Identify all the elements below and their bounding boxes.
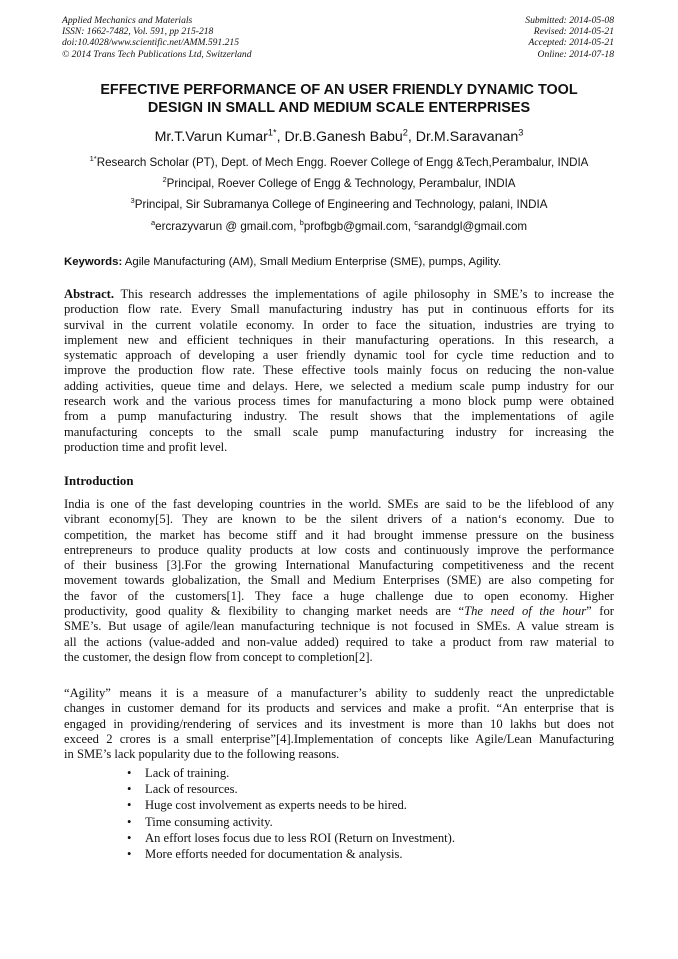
abstract xyxy=(64,287,614,455)
list-item: • Time consuming activity. xyxy=(127,814,273,829)
paragraph-line: changes in customer demand for its products and services and make a profit. “An enterprise that is xyxy=(64,701,614,716)
abstract-line: production flow rate. Every Small manufacturing industry has put in continuous efforts for its xyxy=(64,302,614,317)
email-b-marker: b xyxy=(299,218,304,228)
email-a-marker: a xyxy=(150,218,156,228)
bullet-icon: • xyxy=(127,814,132,829)
email-c-marker: c xyxy=(414,218,418,228)
author-3: , Dr.M.Saravanan xyxy=(407,129,519,145)
list-item: • An effort loses focus due to less ROI (Return on Investment). xyxy=(127,830,456,845)
bullet-icon: • xyxy=(127,847,132,862)
keywords-text: Agile Manufacturing (AM), Small Medium Enterprise (SME), pumps, Agility. xyxy=(122,256,502,268)
author-3-marker: 3 xyxy=(518,127,524,138)
author-emails xyxy=(30,220,648,234)
author-1-marker: 1* xyxy=(267,127,277,138)
paragraph-line: of their business [3].For the growing International Manufacturing competitiveness and the recent xyxy=(64,558,614,573)
revised-date: Revised: 2014-05-21 xyxy=(533,26,614,38)
email-c: sarandgl@gmail.com xyxy=(417,220,528,233)
copyright-line: © 2014 Trans Tech Publications Ltd, Switzerland xyxy=(62,48,252,60)
email-a: ercrazyvarun @ gmail.com, xyxy=(155,220,300,233)
doi-line: doi:10.4028/www.scientific.net/AMM.591.215 xyxy=(62,37,240,49)
submitted-date: Submitted: 2014-05-08 xyxy=(525,15,614,26)
abstract-label: Abstract. xyxy=(64,287,115,301)
keywords-label: Keywords: xyxy=(64,256,123,268)
affiliation-3-text: Principal, Sir Subramanya College of Engineering and Technology, palani, INDIA xyxy=(134,198,548,211)
abstract-line: improve the production flow rate. These effective tools mainly focus on reducing the non-value xyxy=(64,363,614,378)
issn-line: ISSN: 1662-7482, Vol. 591, pp 215-218 xyxy=(62,26,214,38)
title-line-2: DESIGN IN SMALL AND MEDIUM SCALE ENTERPRISES xyxy=(147,99,531,116)
affiliation-1-text: Research Scholar (PT), Dept. of Mech Engg. Roever College of Engg &Tech,Perambalur, INDIA xyxy=(96,156,589,169)
paragraph-line: movement towards globalization, the Small and Medium Enterprises (SME) are also competing for xyxy=(64,573,614,588)
online-date: Online: 2014-07-18 xyxy=(537,48,614,60)
list-item: • More efforts needed for documentation & analysis. xyxy=(127,847,403,862)
paragraph-line: productivity, good quality & flexibility to changing market needs are “The need of the hour” for xyxy=(64,604,614,619)
affiliation-2-marker: 2 xyxy=(162,175,167,185)
keywords xyxy=(64,255,616,269)
paragraph-line: “Agility” means it is a measure of a manufacturer’s ability to suddenly react the unpredictable xyxy=(64,686,614,700)
author-2-marker: 2 xyxy=(402,127,408,138)
abstract-line: Abstract. This research addresses the implementations of agile philosophy in SME’s to increase the xyxy=(64,287,614,301)
paragraph-line: vibrant economy[5]. They are known to be the silent drivers of a nation‘s economy. Due to xyxy=(64,512,614,527)
paragraph-line: in SME’s lack popularity due to the following reasons. xyxy=(64,747,340,762)
paragraph-line: the customer, the design flow from concept to completion[2]. xyxy=(64,649,373,664)
emphasis-quote: The need of the hour xyxy=(464,604,587,619)
introduction-paragraph-1 xyxy=(64,497,614,665)
bullet-icon: • xyxy=(127,766,132,780)
list-item: • Lack of training. xyxy=(127,766,230,780)
paragraph-line: India is one of the fast developing countries in the world. SMEs are said to be the lifeblood of any xyxy=(64,497,614,511)
paragraph-line: all the actions (value-added and non-value added) required to take a product from raw material to xyxy=(64,634,614,649)
journal-info xyxy=(62,15,252,60)
reasons-list xyxy=(127,765,455,862)
bullet-icon: • xyxy=(127,782,132,797)
submission-dates xyxy=(525,15,614,60)
abstract-line: systematic approach of developing a user friendly dynamic tool for cycle time reduction and to xyxy=(64,348,614,363)
abstract-line: adding activities, queue time and delays. Here, we selected a medium scale pump industry for our xyxy=(64,378,614,393)
author-2: , Dr.B.Ganesh Babu xyxy=(276,129,403,145)
journal-name: Applied Mechanics and Materials xyxy=(62,15,193,26)
bullet-icon: • xyxy=(127,830,132,845)
introduction-paragraph-2 xyxy=(64,686,614,762)
paragraph-line: SME’s. But usage of agile/lean manufacturing technique is not focused in SMEs. A value stream is xyxy=(64,619,614,634)
paper-title xyxy=(40,82,638,117)
section-heading-introduction: Introduction xyxy=(64,474,134,488)
list-item: • Huge cost involvement as experts needs to be hired. xyxy=(127,798,407,813)
affiliation-1 xyxy=(30,156,648,170)
paragraph-line: exceed 2 crores is a small enterprise”[4].Implementation of concepts like Agile/Lean Manufacturing xyxy=(64,731,614,746)
paragraph-line: entrepreneurs to produce quality products at low costs and continuously improve the performance xyxy=(64,542,614,557)
affiliation-2-text: Principal, Roever College of Engg & Technology, Perambalur, INDIA xyxy=(166,177,516,190)
abstract-line: production time and profit level. xyxy=(64,439,228,454)
title-line-1: EFFECTIVE PERFORMANCE OF AN USER FRIENDLY DYNAMIC TOOL xyxy=(100,82,578,98)
paragraph-line: competition, the market has become stiff and it had brought immense pressure on the business xyxy=(64,527,614,542)
list-item: • Lack of resources. xyxy=(127,782,238,797)
email-b: profbgb@gmail.com, xyxy=(303,220,415,233)
accepted-date: Accepted: 2014-05-21 xyxy=(528,37,614,49)
affiliation-3-marker: 3 xyxy=(130,196,135,206)
paragraph-line: the favor of the customers[1]. They face a huge challenge due to open economy. Higher xyxy=(64,588,614,603)
abstract-line: manufacturing concepts to the small scale pump manufacturing industry for increasing the xyxy=(64,424,614,439)
author-1: Mr.T.Varun Kumar xyxy=(154,129,268,145)
abstract-line: from a pump manufacturing industry. The result shows that the implementations of agile xyxy=(64,409,614,424)
abstract-line: implement new and efficient techniques in their manufacturing operations. In this research, a xyxy=(64,332,614,347)
paragraph-line: engaged in providing/rendering of services and its investment is more than 10 lakhs but does not xyxy=(64,716,614,731)
affiliation-2 xyxy=(30,177,648,191)
affiliation-3 xyxy=(30,198,648,212)
abstract-line: survival in the current volatile economy. In order to face the situation, industries are trying to xyxy=(64,317,614,332)
abstract-line: research work and the various process times for manufacturing a mono block pump were obtained xyxy=(64,394,614,409)
author-list xyxy=(40,128,638,146)
affiliation-1-marker: 1* xyxy=(89,154,97,164)
bullet-icon: • xyxy=(127,798,132,813)
